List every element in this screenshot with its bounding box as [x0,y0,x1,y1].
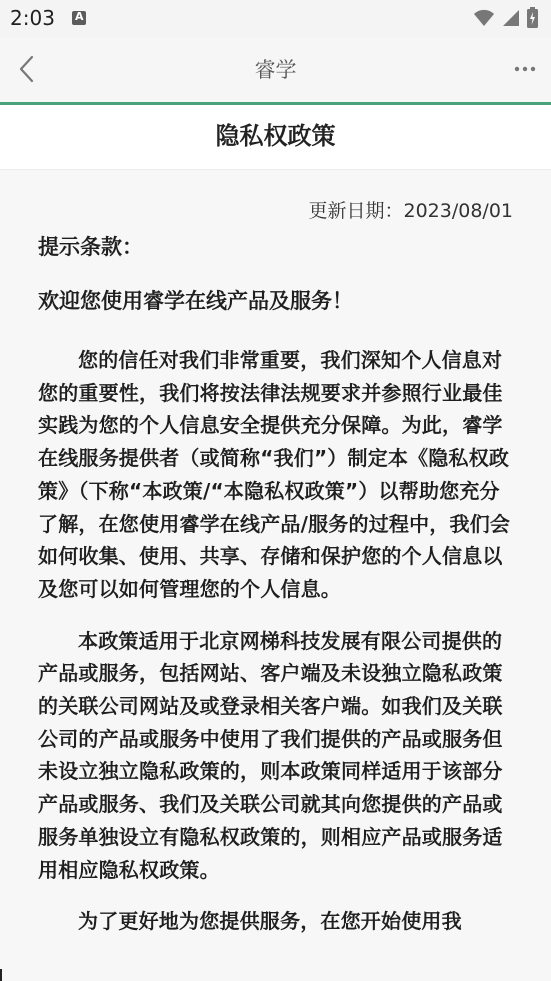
battery-icon [526,7,539,29]
page-title: 隐私权政策 [215,122,336,150]
notification-badge-icon [72,11,86,25]
status-indicators [472,7,539,29]
section-heading: 提示条款： [38,235,143,259]
more-button[interactable] [513,59,537,79]
policy-paragraph-3: 为了更好地为您提供服务，在您开始使用我 [78,909,462,934]
policy-paragraph-1: 您的信任对我们非常重要，我们深知个人信息对您的重要性，我们将按法律法规要求并参照行业最佳实践为您的个人信息安全提供充分保障。为此，睿学在线服务提供者（或简称“我们”）制定本《隐私权政策》（下称“本政策/“本隐私权政策”）以帮助您充分了解，在您使用睿学在线产品/服务的过程中，我们会如何收集、使用、共享、存储和保护您的个人信息以及您可以如何管理您的个人信息。 [38,348,511,601]
policy-paragraph-2: 本政策适用于北京网梯科技发展有限公司提供的产品或服务，包括网站、客户端及未设独立隐私政策的关联公司网站及或登录相关客户端。如我们及关联公司的产品或服务中使用了我们提供的产品或服务但未设立独立隐私政策的，则本政策同样适用于该部分产品或服务、我们及关联公司就其向您提供的产品或服务单独设立有隐私权政策的，则相应产品或服务适用相应隐私权政策。 [38,628,503,882]
nav-bar [0,37,551,102]
wifi-icon [472,8,496,28]
status-time: 2:03 [10,6,55,30]
policy-content [38,198,518,938]
welcome-text: 欢迎您使用睿学在线产品及服务！ [38,289,353,313]
signal-icon [501,8,521,28]
update-date: 更新日期：2023/08/01 [308,200,513,222]
title-bar [0,105,551,170]
nav-title: 睿学 [254,58,297,82]
scroll-edge-indicator [0,969,8,981]
status-bar [0,0,551,37]
more-horizontal-icon [513,59,537,79]
